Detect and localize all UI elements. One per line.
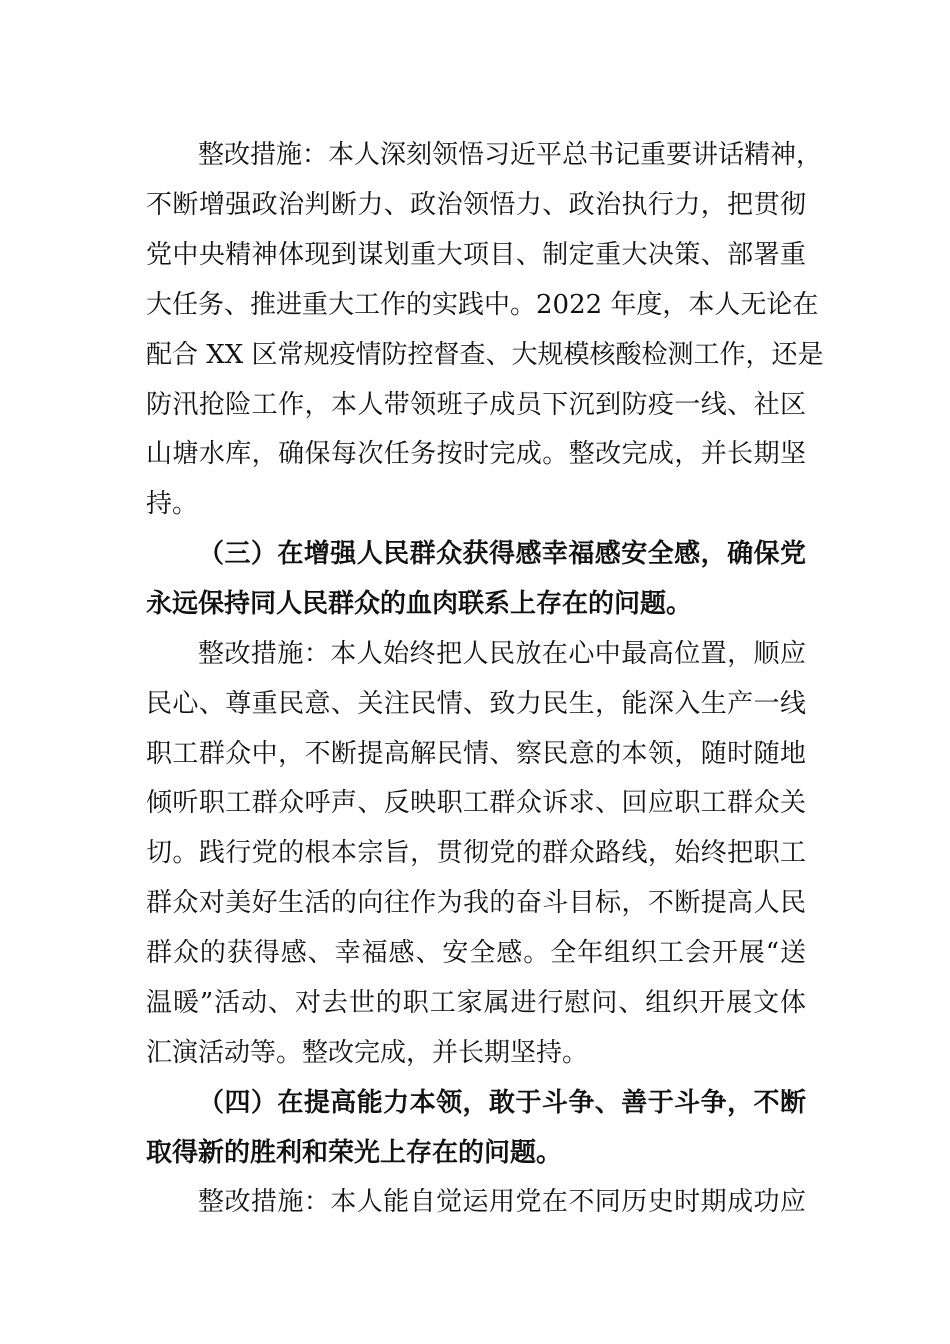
paragraph-line: 整改措施：本人始终把人民放在心中最高位置，顺应 — [198, 639, 806, 669]
paragraph-line: 整改措施：本人深刻领悟习近平总书记重要讲话精神， — [198, 140, 823, 170]
paragraph-line: 党中央精神体现到谋划重大项目、制定重大决策、部署重 — [146, 240, 806, 270]
paragraph-line: 大任务、推进重大工作的实践中。2022 年度，本人无论在 — [146, 290, 819, 320]
paragraph-line: 民心、尊重民意、关注民情、致力民生，能深入生产一线 — [146, 689, 806, 719]
section-heading-line: （四）在提高能力本领，敢于斗争、善于斗争，不断 — [198, 1088, 806, 1118]
paragraph-line: 不断增强政治判断力、政治领悟力、政治执行力，把贯彻 — [146, 190, 806, 220]
paragraph-line: 汇演活动等。整改完成，并长期坚持。 — [146, 1038, 589, 1068]
paragraph-line: 群众的获得感、幸福感、安全感。全年组织工会开展“送 — [146, 938, 806, 968]
paragraph-line: 职工群众中，不断提高解民情、察民意的本领，随时随地 — [146, 739, 806, 769]
paragraph-line: 持。 — [146, 489, 199, 519]
paragraph-line: 倾听职工群众呼声、反映职工群众诉求、回应职工群众关 — [146, 788, 806, 818]
paragraph-line: 防汛抢险工作，本人带领班子成员下沉到防疫一线、社区 — [146, 390, 806, 420]
section-heading-line: 取得新的胜利和荣光上存在的问题。 — [146, 1138, 563, 1168]
section-heading-line: （三）在增强人民群众获得感幸福感安全感，确保党 — [198, 539, 806, 569]
paragraph-line: 整改措施：本人能自觉运用党在不同历史时期成功应 — [198, 1187, 806, 1217]
paragraph-line: 切。践行党的根本宗旨，贯彻党的群众路线，始终把职工 — [146, 838, 806, 868]
paragraph-line: 山塘水库，确保每次任务按时完成。整改完成，并长期坚 — [146, 439, 806, 469]
paragraph-line: 配合 XX 区常规疫情防控督查、大规模核酸检测工作，还是 — [146, 340, 824, 370]
paragraph-line: 群众对美好生活的向往作为我的奋斗目标，不断提高人民 — [146, 888, 806, 918]
paragraph-line: 温暖”活动、对去世的职工家属进行慰问、组织开展文体 — [146, 988, 806, 1018]
section-heading-line: 永远保持同人民群众的血肉联系上存在的问题。 — [146, 589, 693, 619]
